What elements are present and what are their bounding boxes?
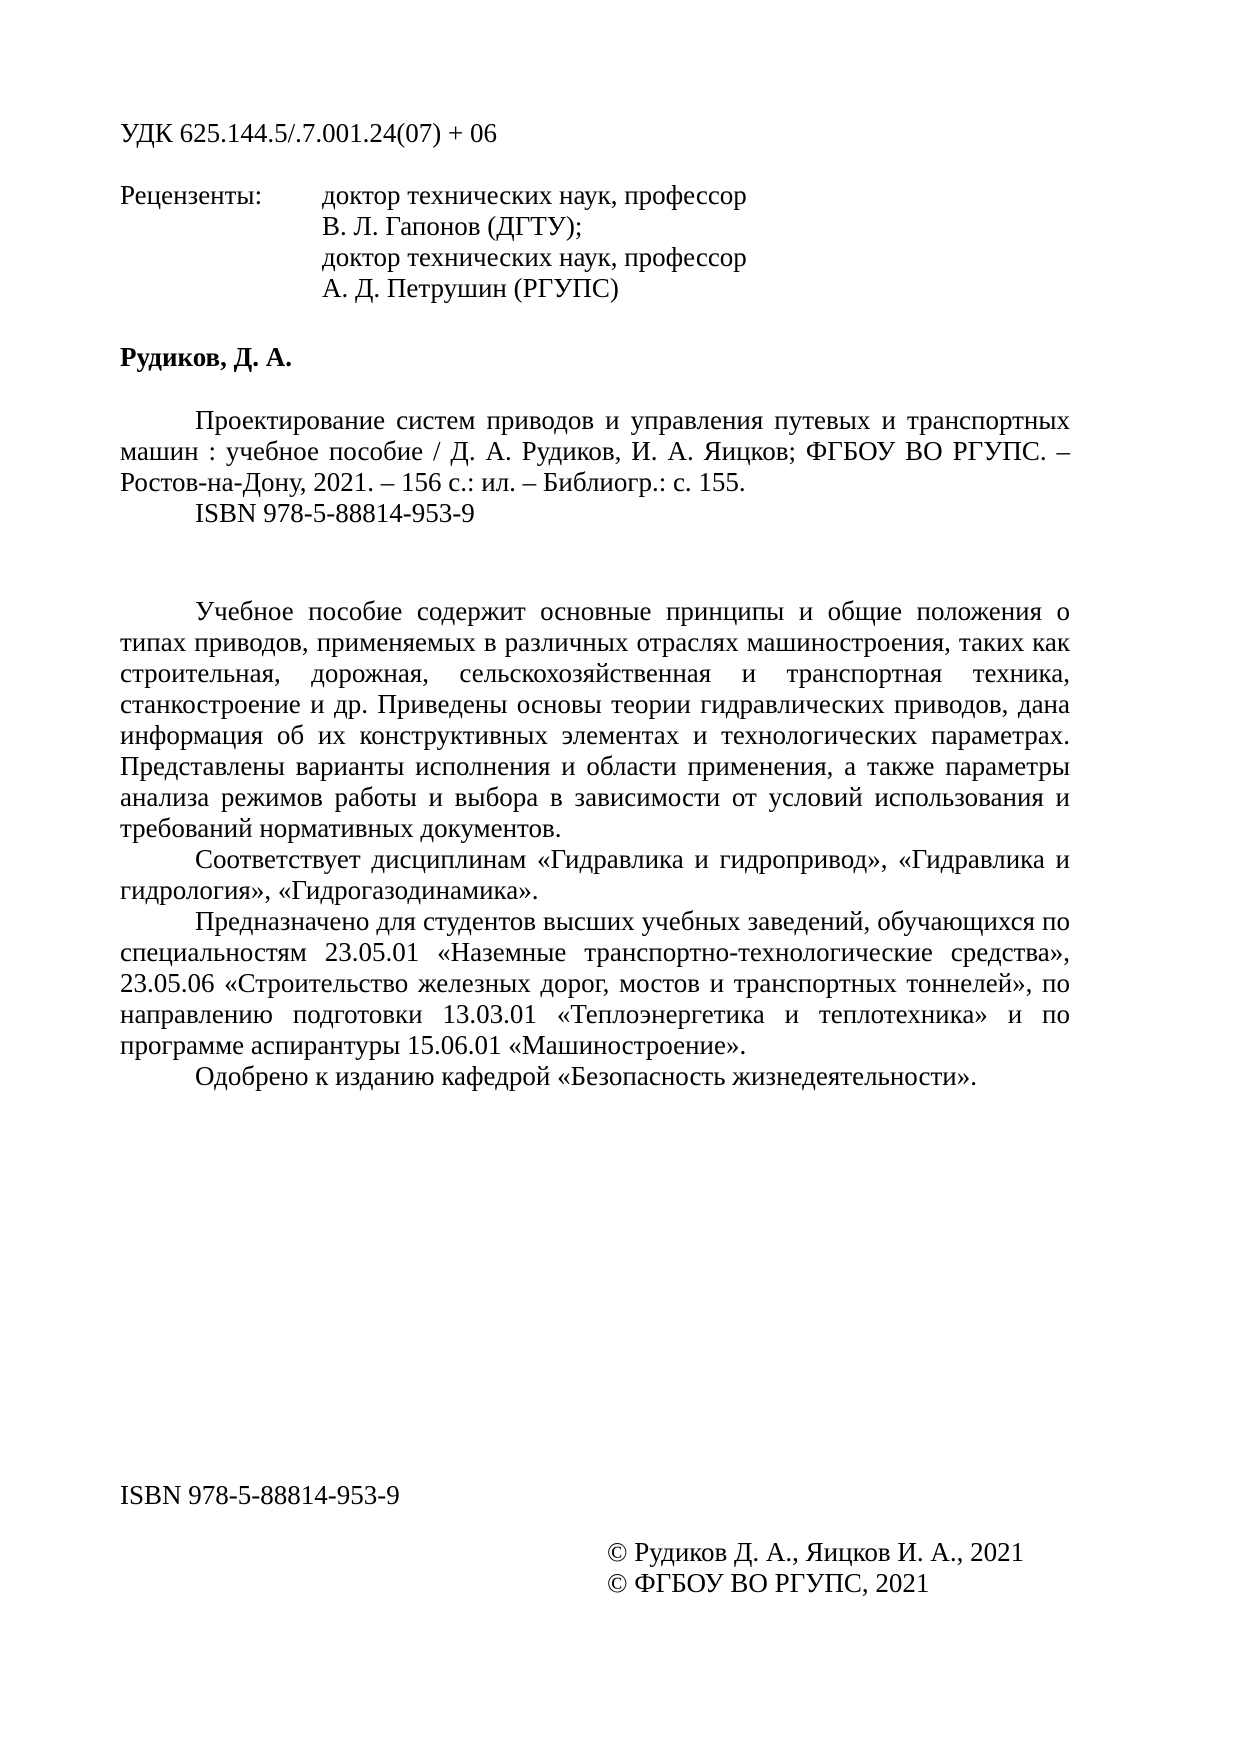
abstract-paragraph: Соответствует дисциплинам «Гидравлика и гидропривод», «Гидравлика и гидрология», «Гидрогазодинамика». xyxy=(120,844,1070,905)
abstract-paragraph: Предназначено для студентов высших учебных заведений, обучающихся по специальностям 23.05.01 «Наземные транспортно-технологические средства», 23.05.06 «Строительство железных дорог, мостов и транспортных тоннелей», по направлению подготовки 13.03.01 «Теплоэнергетика и теплотехника» и по программе аспирантуры 15.06.01 «Машиностроение». xyxy=(120,906,1070,1060)
copyright-line: © Рудиков Д. А., Яицков И. А., 2021 xyxy=(607,1537,1025,1567)
udk-code: УДК 625.144.5/.7.001.24(07) + 06 xyxy=(120,118,498,148)
reviewer-line: доктор технических наук, профессор xyxy=(322,242,747,272)
bibliographic-isbn: ISBN 978-5-88814-953-9 xyxy=(195,498,475,528)
abstract-paragraph: Одобрено к изданию кафедрой «Безопасность жизнедеятельности». xyxy=(195,1061,977,1091)
reviewer-line: доктор технических наук, профессор xyxy=(322,180,747,210)
bibliographic-description: Проектирование систем приводов и управления путевых и транспортных машин : учебное пособие / Д. А. Рудиков, И. А. Яицков; ФГБОУ ВО РГУПС. – Ростов-на-Дону, 2021. – 156 с.: ил. – Библиогр.: с. 155. xyxy=(120,405,1070,497)
copyright-line: © ФГБОУ ВО РГУПС, 2021 xyxy=(607,1568,930,1598)
abstract-paragraph: Учебное пособие содержит основные принципы и общие положения о типах приводов, применяемых в различных отраслях машиностроения, таких как строительная, дорожная, сельскохозяйственная и транспортная техника, станкостроение и др. Приведены основы теории гидравлических приводов, дана информация об их конструктивных элементах и технологических параметрах. Представлены варианты исполнения и области применения, а также параметры анализа режимов работы и выбора в зависимости от условий использования и требований нормативных документов. xyxy=(120,596,1070,843)
abstract-section xyxy=(120,596,1070,1092)
reviewer-line: В. Л. Гапонов (ДГТУ); xyxy=(322,211,583,241)
reviewers-section xyxy=(120,180,1070,304)
reviewers-list xyxy=(322,180,747,304)
reviewer-line: А. Д. Петрушин (РГУПС) xyxy=(322,273,619,303)
copyright-block xyxy=(607,1537,1107,1599)
reviewers-label: Рецензенты: xyxy=(120,180,263,210)
author-heading: Рудиков, Д. А. xyxy=(120,342,292,372)
isbn-footer: ISBN 978-5-88814-953-9 xyxy=(120,1480,400,1510)
bibliographic-record xyxy=(120,405,1070,529)
